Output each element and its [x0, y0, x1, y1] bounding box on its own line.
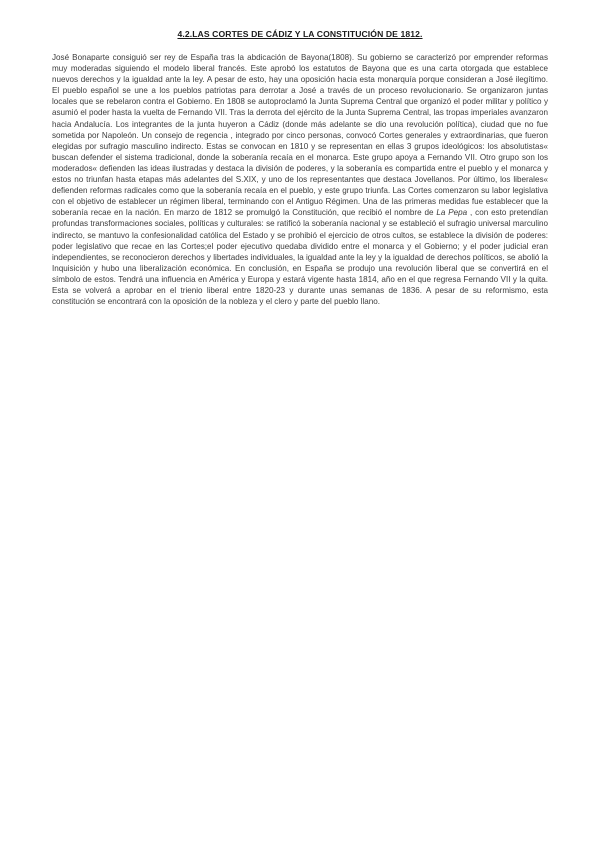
paragraph-text-part-1: José Bonaparte consiguió ser rey de España tras la abdicación de Bayona(1808). Su gobierno se caracterizó por emprender reformas muy moderadas siguiendo el modelo liberal francés. Este aprobó los estatutos de Bayona que es una carta otorgada que establece nuevos derechos y la igualdad ante la ley. A pesar de esto, hay una oposición hacia esta monarquía porque consideran a José ilegítimo. El pueblo español se une a los pueblos patriotas para derrotar a José a través de un proceso revolucionario. Se organizaron juntas locales que se rebelaron contra el Gobierno. En 1808 se autoproclamó la Junta Suprema Central que organizó el poder militar y político y asumió el poder hasta la vuelta de Fernando VII. Tras la derrota del ejército de la Junta Suprema Central, las tropas imperiales avanzaron hacia Andalucía. Los integrantes de la junta huyeron a Cádiz (donde más adelante se dio una revolución política), ciudad que no fue sometida por Napoleón. Un consejo de regencia , integrado por cinco personas, convocó Cortes generales y extraordinarias, que fueron elegidas por sufragio masculino indirecto. Estas se convocan en 1810 y se representan en ellas 3 grupos ideológicos: los absolutistas« buscan defender el sistema tradicional, donde la soberanía recaía en el monarca. Este grupo apoya a Fernando VII. Otro grupo son los moderados« defienden las ideas ilustradas y destaca la división de poderes, y la soberanía es compartida entre el pueblo y el monarca y estos no triunfan hasta etapas más adelantes del S.XIX, y uno de los representantes que destaca Jovellanos. Por último, los liberales« defienden reformas radicales como que la soberanía recaía en el pueblo, y este grupo triunfa. Las Cortes comenzaron su labor legislativa con el objetivo de establecer un régimen liberal, terminando con el Antiguo Régimen. Una de las primeras medidas fue establecer que la soberanía recae en la nación. En marzo de 1812 se promulgó la Constitución, que recibió el nombre de	[52, 53, 548, 218]
body-paragraph	[52, 52, 548, 307]
constitution-nickname: La Pepa	[436, 208, 468, 218]
document-title: 4.2.LAS CORTES DE CÁDIZ Y LA CONSTITUCIÓN DE 1812.	[177, 29, 423, 39]
paragraph-text-part-2: , con esto pretendían profundas transformaciones sociales, políticas y culturales: se ratificó la soberanía nacional y se estableció el sufragio universal marculino indirecto, se mantuvo la confesionalidad católica del Estado y se prohibió el ejercicio de otros cultos, se establece la división de poderes: poder legislativo que recae en las Cortes;el poder ejecutivo quedaba dividido entre el monarca y el Gobierno; y el poder judicial eran independientes, se reconocieron derechos y libertades individuales, la igualdad ante la ley y la igualdad de derechos políticos, se abolió la Inquisición y hubo una liberalización económica. En conclusión, en España se produjo una revolución liberal que se convertirá en el símbolo de estos. Tendrá una influencia en América y Europa y estará vigente hasta 1814, año en el que regresa Fernando VII y la quita. Esta se volverá a aprobar en el trienio liberal entre 1820-23 y durante unas semanas de 1836. A pesar de su reformismo, esta constitución se encontrará con la oposición de la nobleza y el clero y parte del pueblo llano.	[52, 208, 548, 307]
